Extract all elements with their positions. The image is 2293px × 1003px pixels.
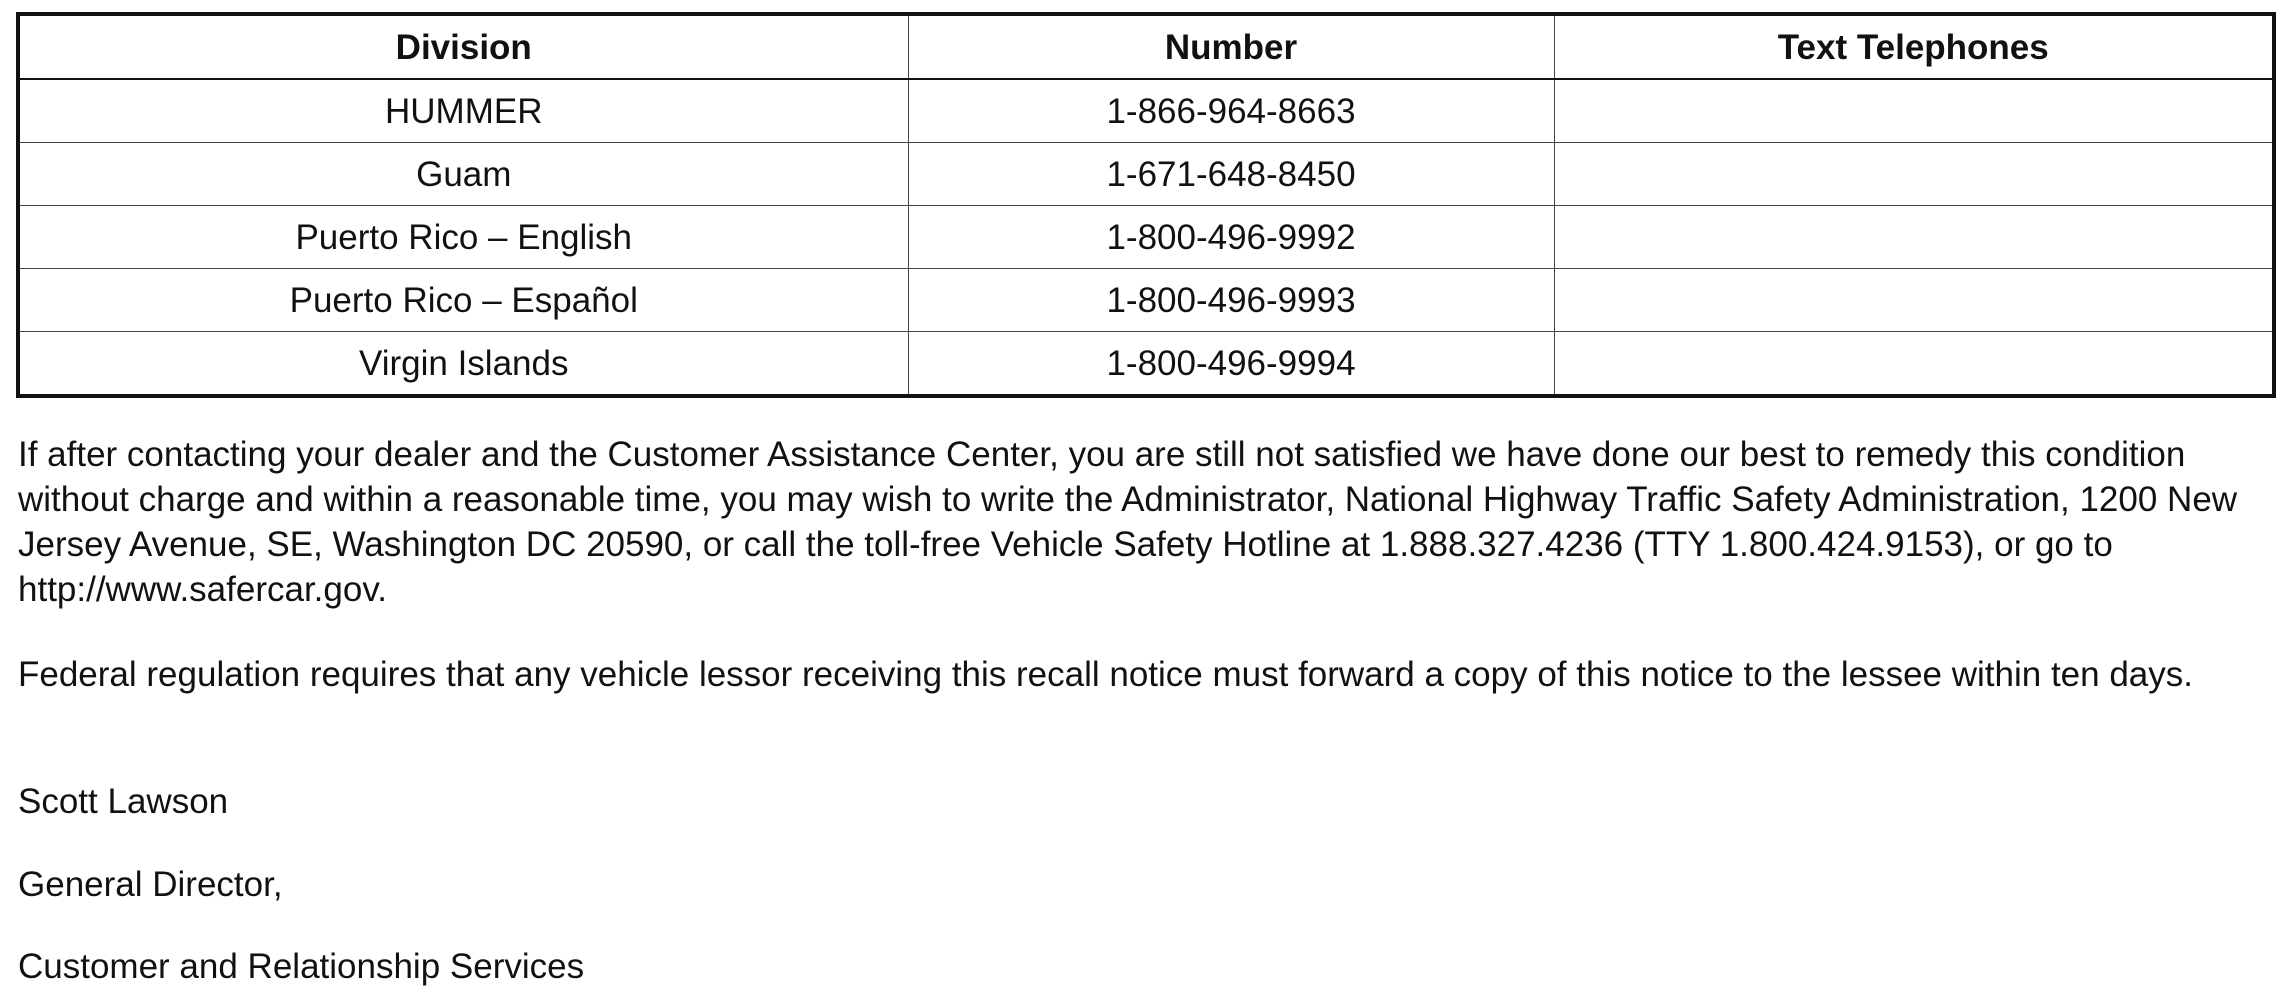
table-row (18, 332, 2274, 397)
division-cell: Puerto Rico – English (18, 206, 908, 269)
nhtsa-contact-paragraph: If after contacting your dealer and the Customer Assistance Center, you are still not satisfied we have done our best to remedy this condition without charge and within a reasonable time, you may wish to write the Administrator, National Highway Traffic Safety Administration, 1200 New Jersey Avenue, SE, Washington DC 20590, or call the toll-free Vehicle Safety Hotline at 1.888.327.4236 (TTY 1.800.424.9153), or go to http://www.safercar.gov. (18, 435, 2238, 609)
signer-name: Scott Lawson (18, 782, 229, 821)
phone-number-cell: 1-800-496-9992 (908, 206, 1554, 269)
text-telephone-cell (1554, 206, 2274, 269)
contact-numbers-table (16, 12, 2276, 398)
phone-number-cell: 1-800-496-9994 (908, 332, 1554, 397)
lessor-notice-paragraph: Federal regulation requires that any vehicle lessor receiving this recall notice must forward a copy of this notice to the lessee within ten days. (18, 655, 2193, 694)
number-column-header: Number (908, 14, 1554, 79)
phone-number-cell: 1-671-648-8450 (908, 143, 1554, 206)
table-row (18, 143, 2274, 206)
phone-number-cell: 1-800-496-9993 (908, 269, 1554, 332)
text-telephone-cell (1554, 143, 2274, 206)
division-cell: Puerto Rico – Español (18, 269, 908, 332)
signer-department: Customer and Relationship Services (18, 947, 585, 986)
text-telephone-cell (1554, 79, 2274, 143)
division-cell: Guam (18, 143, 908, 206)
text-telephone-cell (1554, 332, 2274, 397)
table-header-row (18, 14, 2274, 79)
signer-title: General Director, (18, 865, 283, 904)
division-cell: HUMMER (18, 79, 908, 143)
table-row (18, 206, 2274, 269)
division-cell: Virgin Islands (18, 332, 908, 397)
text-telephone-cell (1554, 269, 2274, 332)
text-telephones-column-header: Text Telephones (1554, 14, 2274, 79)
division-column-header: Division (18, 14, 908, 79)
table-row (18, 269, 2274, 332)
phone-number-cell: 1-866-964-8663 (908, 79, 1554, 143)
table-row (18, 79, 2274, 143)
